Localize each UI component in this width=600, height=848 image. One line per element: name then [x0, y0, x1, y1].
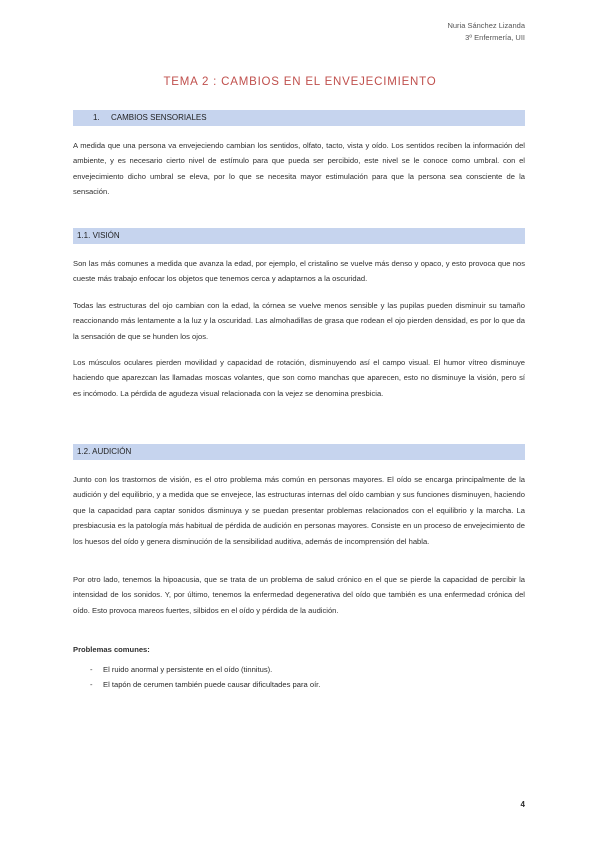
page-header: [447, 20, 525, 44]
subsection-heading-vision: 1.1. VISIÓN: [73, 228, 525, 244]
document-title: TEMA 2 : CAMBIOS EN EL ENVEJECIMIENTO: [163, 76, 437, 88]
course-name: 3º Enfermería, UII: [465, 33, 525, 42]
audicion-paragraph-2: Por otro lado, tenemos la hipoacusia, que se trata de un problema de salud crónico en el que se pierde la capacidad de percibir la intensidad de los sonidos. Y, por último, tenemos la enfermedad degenerativa del oído que también es una enfermedad crónica del oído. Esto provoca mareos fuertes, silbidos en el oído y pérdida de la audición.: [73, 575, 525, 615]
problems-label: Problemas comunes:: [73, 645, 150, 654]
author-name: Nuria Sánchez Lizanda: [447, 21, 525, 30]
bullet-dash: -: [90, 665, 93, 674]
subsection-heading-audicion: 1.2. AUDICIÓN: [73, 444, 525, 460]
section-number: 1.: [93, 113, 100, 122]
bullet-dash: -: [90, 680, 93, 690]
section-title: CAMBIOS SENSORIALES: [111, 113, 207, 122]
list-item: [90, 677, 320, 692]
list-item-text: El ruido anormal y persistente en el oído (tinnitus).: [103, 665, 273, 674]
page-number: 4: [520, 800, 525, 809]
vision-paragraph-3: Los músculos oculares pierden movilidad y capacidad de rotación, disminuyendo así el campo visual. El humor vítreo disminuye haciendo que aparezcan las llamadas moscas volantes, que son como manchas que aparecen, esto no disminuye la visión, pero sí es incómodo. La pérdida de agudeza visual relacionada con la vejez se denomina presbicia.: [73, 358, 525, 398]
section-heading-cambios-sensoriales: [73, 110, 525, 126]
list-item-text: El tapón de cerumen también puede causar dificultades para oír.: [103, 680, 321, 690]
vision-paragraph-2: Todas las estructuras del ojo cambian con la edad, la córnea se vuelve menos sensible y las pupilas pueden disminuir su tamaño reaccionando más lentamente a la luz y la oscuridad. Las almohadillas de grasa que rodean el ojo pierden densidad, es por lo que da la sensación de que se hunden los ojos.: [73, 301, 525, 341]
list-item: [90, 662, 320, 677]
intro-paragraph: A medida que una persona va envejeciendo cambian los sentidos, olfato, tacto, vista y oído. Los sentidos reciben la información del ambiente, y es necesario cierto nivel de estímulo para que pueda ser percibido, este nivel se le conoce como umbral. con el envejecimiento dicho umbral se eleva, por lo que se necesita mayor estimulación para que la persona sea consciente de la sensación.: [73, 141, 525, 197]
vision-paragraph-1: Son las más comunes a medida que avanza la edad, por ejemplo, el cristalino se vuelve más denso y opaco, y esto provoca que nos cueste más trabajo enfocar los objetos que tenemos cerca y adaptarnos a la oscuridad.: [73, 259, 525, 284]
problems-list: [90, 662, 320, 693]
audicion-paragraph-1: Junto con los trastornos de visión, es el otro problema más común en personas mayores. El oído se encarga principalmente de la audición y del equilibrio, y a medida que se envejece, las estructuras internas del oído cambian y sus funciones disminuyen, haciendo que la capacidad para captar sonidos disminuya y se puedan presentar problemas relacionados con el equilibrio y la marcha. La presbiacusia es la patología más habitual de pérdida de audición en personas mayores. Consiste en un proceso de envejecimiento de los huesos del oído y genera disminución de la sensibilidad auditiva, además de incomprensión del habla.: [73, 475, 525, 546]
